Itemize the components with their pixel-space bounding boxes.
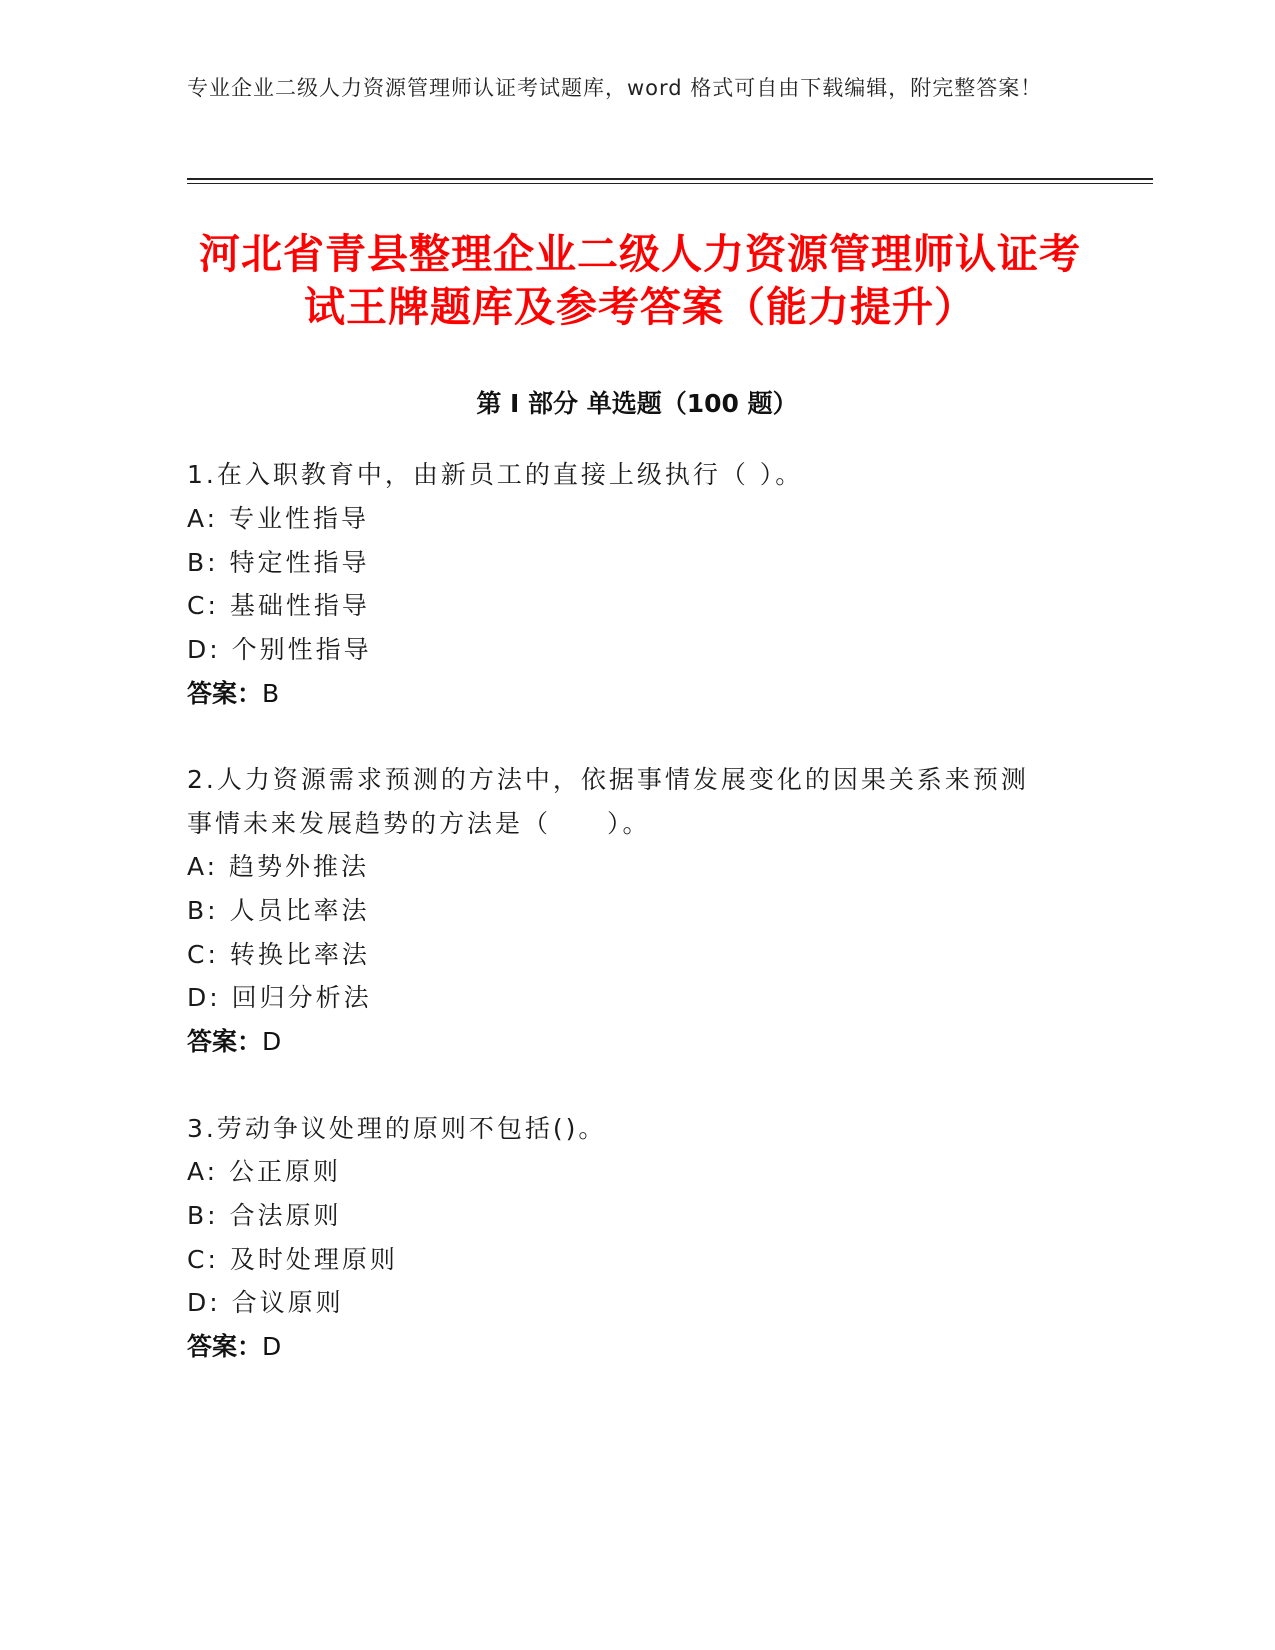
answer-label: 答案：: [187, 1027, 263, 1056]
question-1-option-d: D: 个别性指导: [187, 635, 372, 664]
question-3-option-c: C: 及时处理原则: [187, 1245, 398, 1274]
question-2-stem-line-2: 事情未来发展趋势的方法是（ ）。: [187, 809, 651, 838]
question-1-answer: [187, 677, 279, 711]
header-note: 专业企业二级人力资源管理师认证考试题库，word 格式可自由下载编辑，附完整答案！: [187, 76, 1043, 100]
answer-value: B: [262, 679, 280, 708]
question-3-answer: [187, 1330, 281, 1364]
question-3-option-a: A: 公正原则: [187, 1157, 342, 1186]
question-2-option-c: C: 转换比率法: [187, 940, 370, 969]
question-2-option-b: B: 人员比率法: [187, 896, 370, 925]
section-heading: 第 I 部分 单选题（100 题）: [476, 389, 798, 418]
answer-value: D: [262, 1332, 282, 1361]
question-1-option-c: C: 基础性指导: [187, 591, 370, 620]
question-2-stem-line-1: 2.人力资源需求预测的方法中，依据事情发展变化的因果关系来预测: [187, 765, 1029, 794]
question-3-stem: 3.劳动争议处理的原则不包括()。: [187, 1114, 607, 1143]
question-2-option-a: A: 趋势外推法: [187, 852, 370, 881]
question-2-answer: [187, 1025, 281, 1059]
answer-label: 答案：: [187, 679, 263, 708]
question-3-option-d: D: 合议原则: [187, 1288, 344, 1317]
question-1-option-a: A: 专业性指导: [187, 504, 370, 533]
document-title: 河北省青县整理企业二级人力资源管理师认证考试王牌题库及参考答案（能力提升）: [199, 230, 1081, 331]
question-2-option-d: D: 回归分析法: [187, 983, 372, 1012]
question-1-stem: 1.在入职教育中，由新员工的直接上级执行（ ）。: [187, 460, 804, 489]
question-1-option-b: B: 特定性指导: [187, 548, 370, 577]
header-rule-thick: [187, 178, 1153, 180]
answer-value: D: [262, 1027, 282, 1056]
answer-label: 答案：: [187, 1332, 263, 1361]
question-3-option-b: B: 合法原则: [187, 1201, 342, 1230]
header-rule-thin: [187, 183, 1153, 184]
